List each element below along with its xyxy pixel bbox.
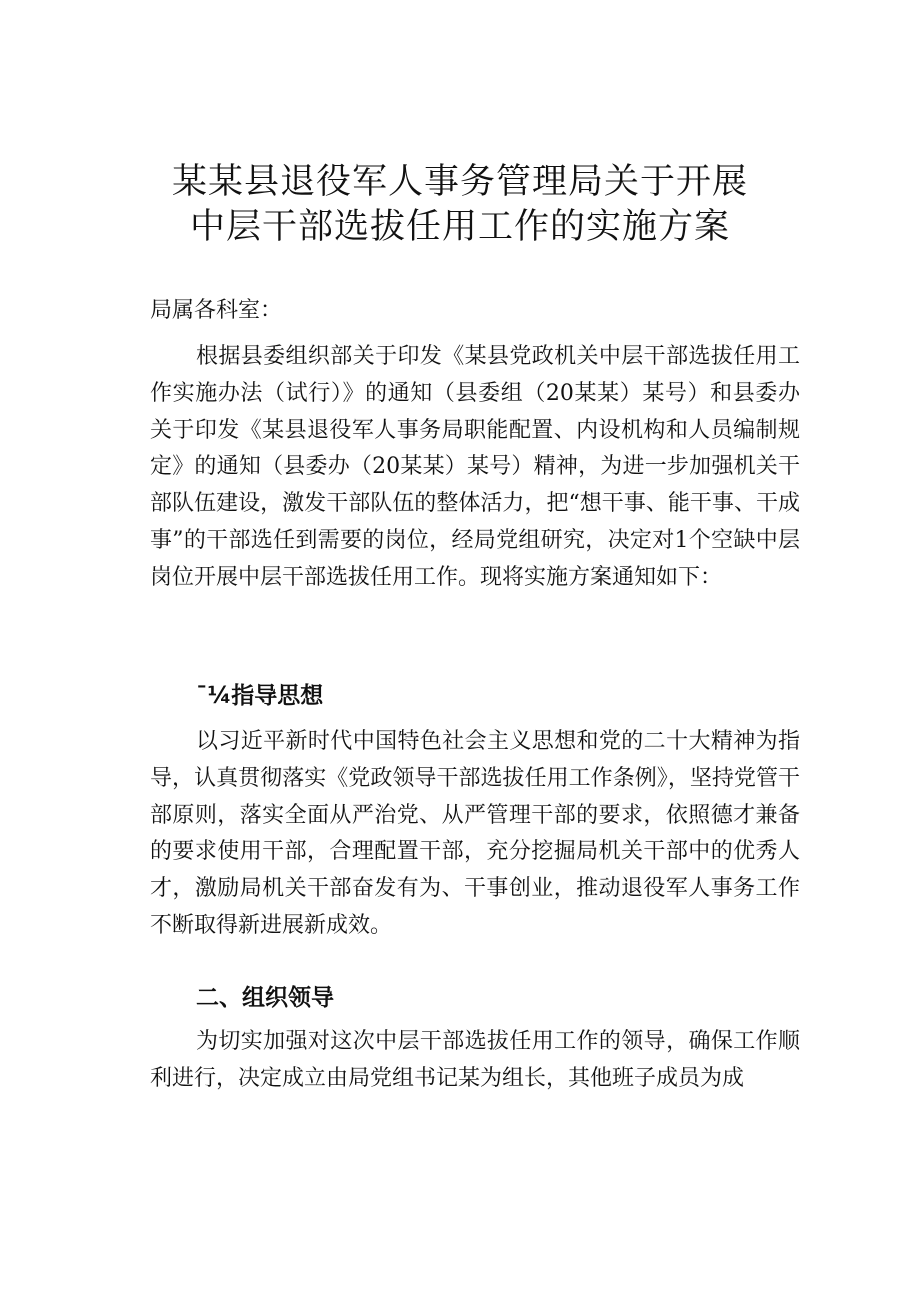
organization-leadership-paragraph: 为切实加强对这次中层干部选拔任用工作的领导，确保工作顺利进行，决定成立由局党组书记某为组长，其他班子成员为成 [150, 1029, 800, 1091]
intro-paragraph: 根据县委组织部关于印发《某县党政机关中层干部选拔任用工作实施办法（试行）》的通知（县委组（20某某）某号）和县委办关于印发《某县退役军人事务局职能配置、内设机构和人员编制规定》的通知（县委办（20某某）某号）精神，为进一步加强机关干部队伍建设，激发干部队伍的整体活力，把“想干事、能干事、干成事”的干部选任到需要的岗位，经局党组研究，决定对1个空缺中层岗位开展中层干部选拔任用工作。现将实施方案通知如下： [150, 344, 800, 590]
section-heading-organization-leadership: 二、组织领导 [196, 985, 334, 1011]
guiding-thought-paragraph: 以习近平新时代中国特色社会主义思想和党的二十大精神为指导，认真贯彻落实《党政领导干部选拔任用工作条例》，坚持党管干部原则，落实全面从严治党、从严管理干部的要求，依照德才兼备的要求使用干部，合理配置干部，充分挖掘局机关干部中的优秀人才，激励局机关干部奋发有为、干事创业，推动退役军人事务工作不断取得新进展新成效。 [150, 729, 800, 938]
document-title-line-1: 某某县退役军人事务管理局关于开展 [171, 162, 748, 202]
salutation: 局属各科室： [150, 298, 283, 323]
document-title-line-2: 中层干部选拔任用工作的实施方案 [189, 207, 730, 247]
section-heading-guiding-thought: ¯¼指导思想 [196, 683, 324, 709]
